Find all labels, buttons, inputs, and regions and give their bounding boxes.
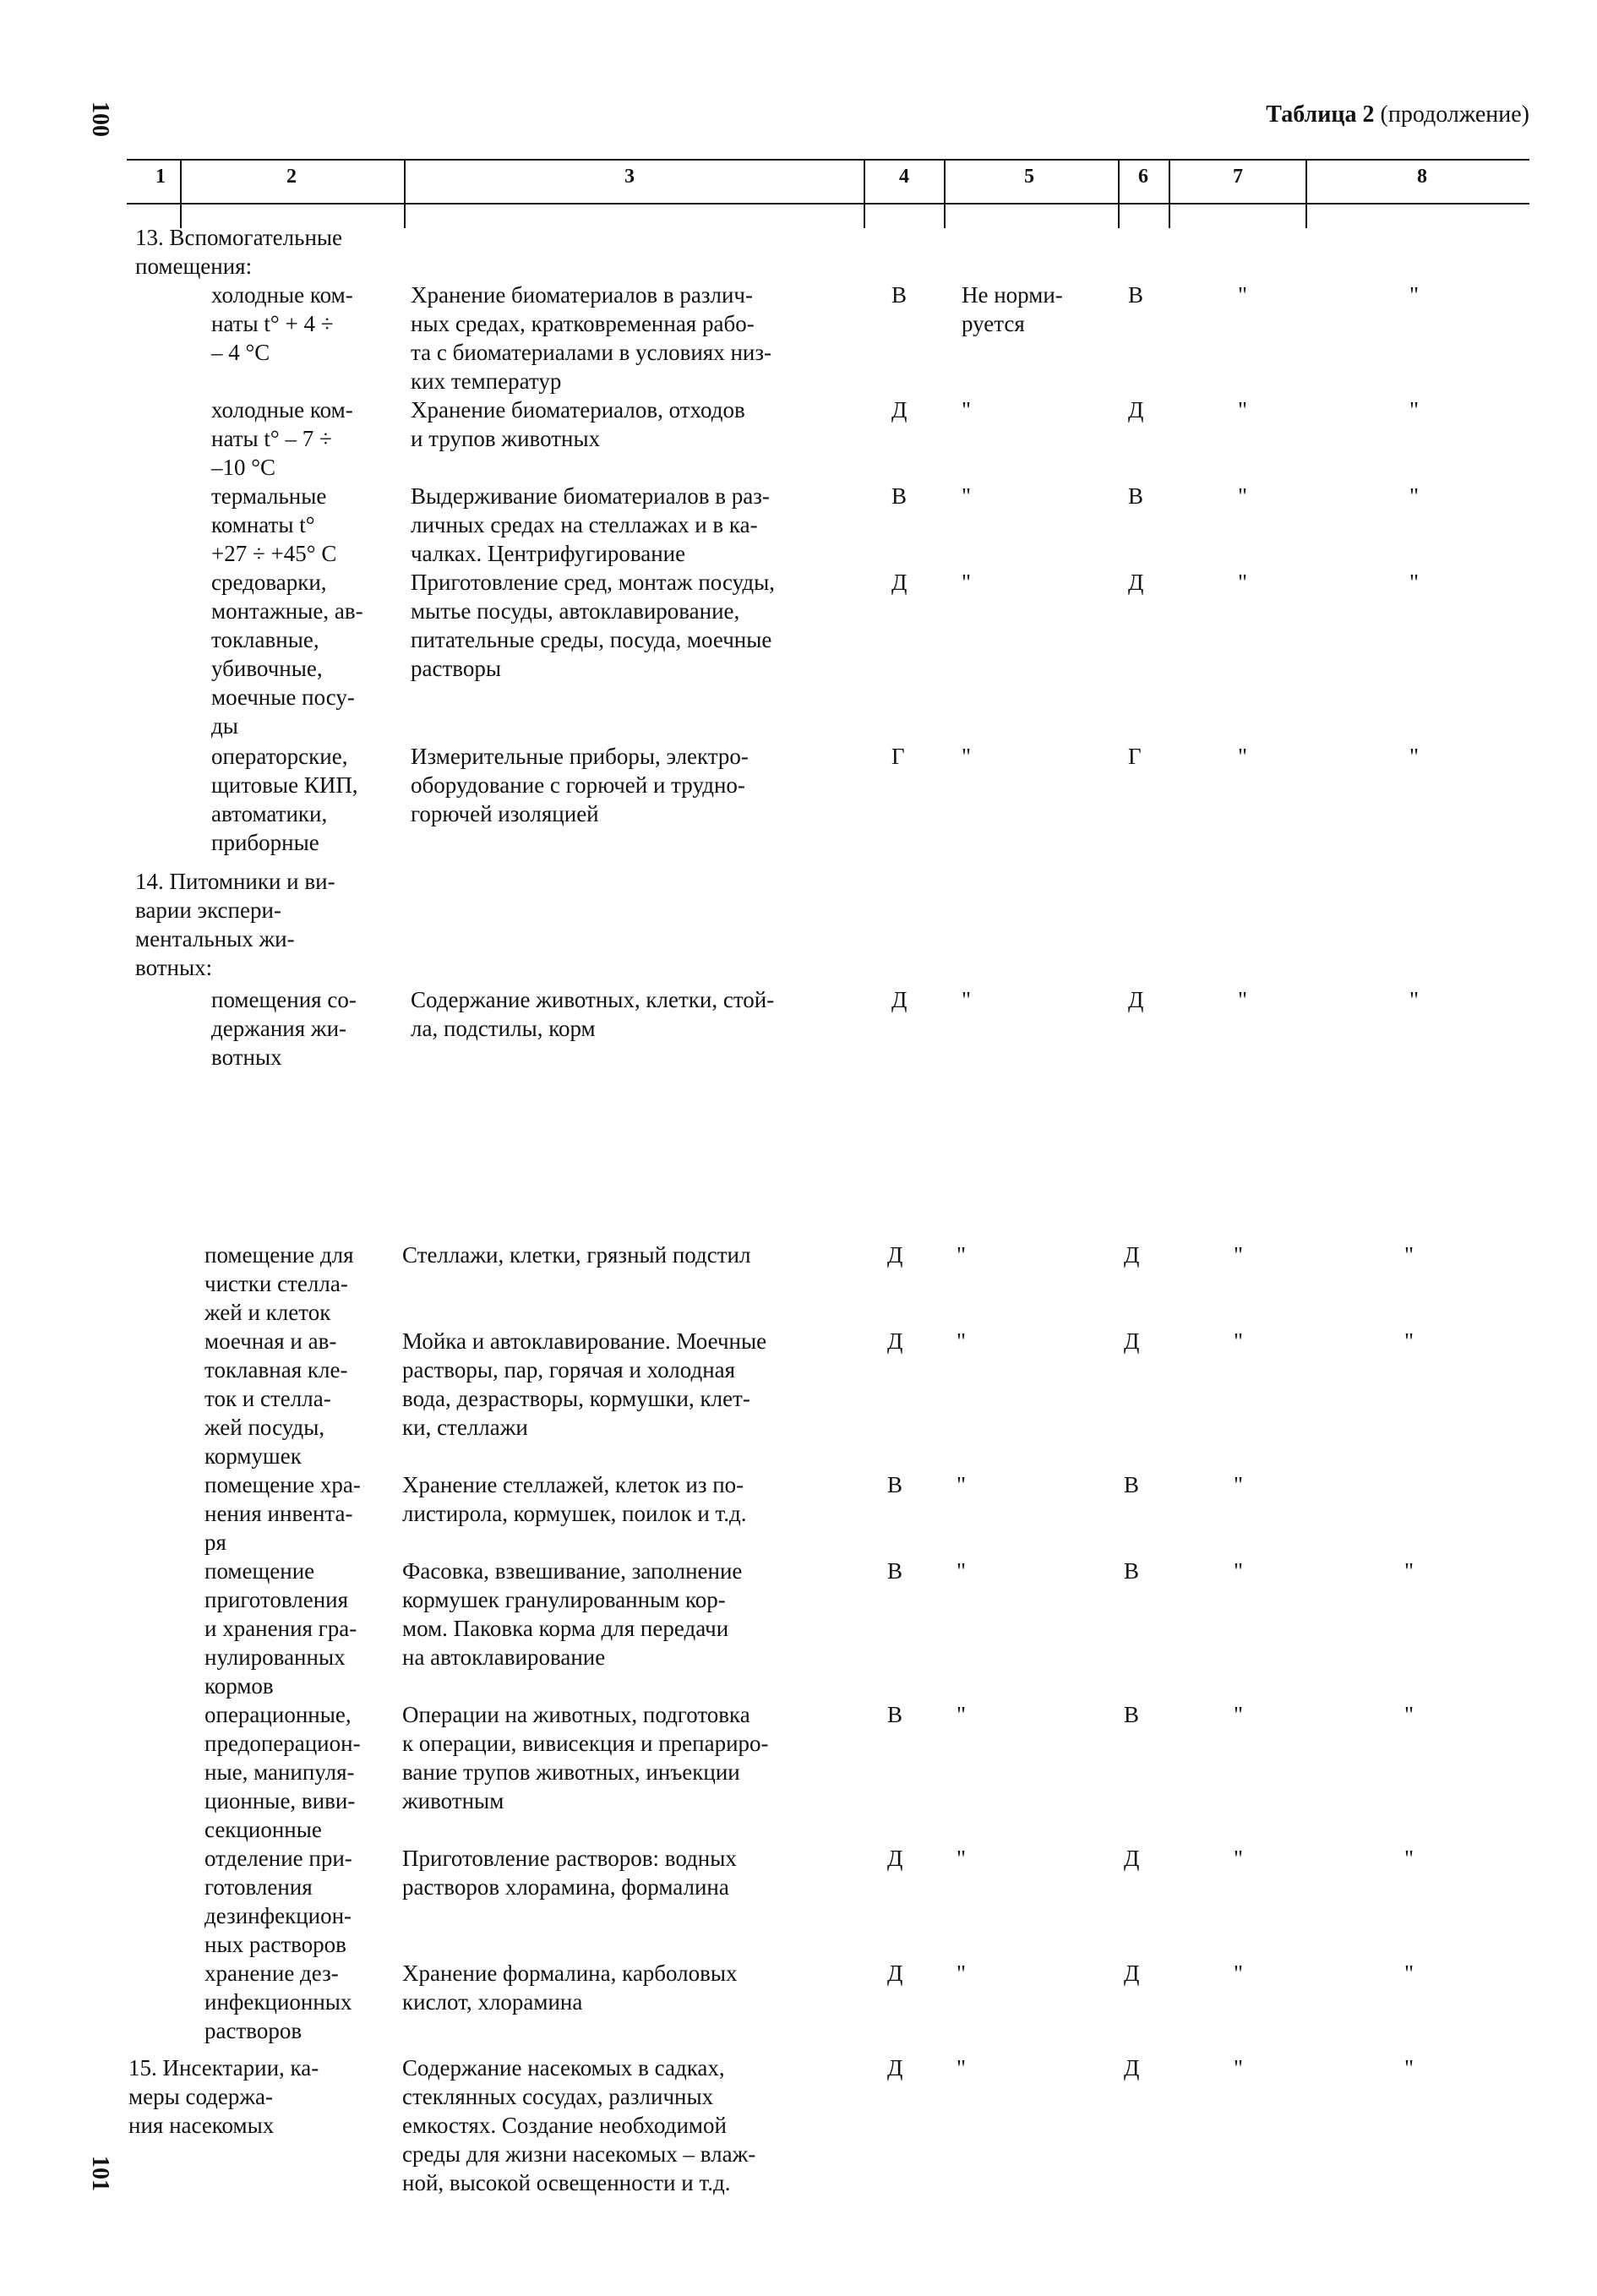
table-caption-title: Таблица 2 <box>1266 101 1375 128</box>
cell-col4: В <box>891 483 908 509</box>
cell-col7: " <box>1234 1702 1244 1727</box>
column-header-4: 4 <box>899 166 909 188</box>
room-name: помещения со- держания жи- вотных <box>211 987 357 1070</box>
room-description: Хранение биоматериалов, отходов и трупов животных <box>411 397 745 451</box>
cell-col6: В <box>1128 282 1144 308</box>
room-name: холодные ком- наты t° – 7 ÷ –10 °С <box>211 397 353 480</box>
room-name: помещение приготовления и хранения гра- нулированных кормов <box>204 1558 357 1699</box>
cell-col5: " <box>957 1846 967 1871</box>
cell-col6: Г <box>1128 744 1142 769</box>
room-description: Приготовление сред, монтаж посуды, мытье посуды, автоклавирование, питательные среды, посуда, моечные растворы <box>411 570 775 681</box>
cell-col7: " <box>1238 744 1248 769</box>
cell-col5: " <box>957 1702 967 1727</box>
room-name: операторские, щитовые КИП, автоматики, приборные <box>211 744 358 855</box>
column-divider <box>944 159 946 228</box>
cell-col5: " <box>957 2055 967 2081</box>
room-description: Стеллажи, клетки, грязный подстил <box>402 1242 751 1268</box>
cell-col4: В <box>891 282 908 308</box>
cell-col5: " <box>962 744 972 769</box>
column-header-6: 6 <box>1138 166 1148 188</box>
cell-col6: Д <box>1128 987 1144 1012</box>
cell-col8: " <box>1409 483 1420 509</box>
column-divider <box>1118 159 1120 228</box>
page-number-top: 100 <box>87 101 113 137</box>
cell-col8: " <box>1404 1242 1414 1268</box>
cell-col8: " <box>1404 1846 1414 1871</box>
table-caption <box>1266 101 1529 128</box>
room-name: хранение дез- инфекционных растворов <box>204 1961 352 2043</box>
column-header-3: 3 <box>624 166 635 188</box>
cell-col4: В <box>887 1558 903 1584</box>
cell-col5: Не норми- руется <box>962 282 1063 336</box>
cell-col7: " <box>1234 1328 1244 1354</box>
section-heading-15: 15. Инсектарии, ка- меры содержа- ния насекомых <box>128 2055 319 2138</box>
room-description: Хранение биоматериалов в различ- ных средах, кратковременная рабо- та с биоматериалами в условиях низ- ких температур <box>411 282 772 394</box>
room-name: помещение хра- нения инвента- ря <box>204 1472 361 1555</box>
room-name: моечная и ав- токлавная кле- ток и стелла- жей посуды, кормушек <box>204 1328 348 1469</box>
cell-col6: Д <box>1124 2055 1140 2081</box>
cell-col8: " <box>1404 1702 1414 1727</box>
cell-col8: " <box>1404 2055 1414 2081</box>
cell-col6: Д <box>1124 1846 1140 1871</box>
cell-col7: " <box>1238 483 1248 509</box>
cell-col6: Д <box>1124 1328 1140 1354</box>
cell-col7: " <box>1234 1472 1244 1497</box>
cell-col5: " <box>957 1472 967 1497</box>
cell-col4: Д <box>887 1328 903 1354</box>
column-header-7: 7 <box>1233 166 1243 188</box>
room-description: Выдерживание биоматериалов в раз- личных средах на стеллажах и в ка- чалках. Центрифугирование <box>411 483 770 566</box>
cell-col6: В <box>1124 1558 1140 1584</box>
column-divider <box>1169 159 1170 228</box>
cell-col4: Г <box>891 744 905 769</box>
cell-col4: В <box>887 1702 903 1727</box>
room-name: отделение при- готовления дезинфекцион- ных растворов <box>204 1846 352 1957</box>
column-divider <box>180 159 182 228</box>
cell-col8: " <box>1409 282 1420 308</box>
cell-col5: " <box>957 1961 967 1986</box>
cell-col7: " <box>1238 282 1248 308</box>
page-number-bottom: 101 <box>87 2156 113 2191</box>
cell-col5: " <box>957 1328 967 1354</box>
cell-col7: " <box>1238 987 1248 1012</box>
cell-col4: В <box>887 1472 903 1497</box>
header-bottom-rule <box>127 203 1529 205</box>
table-caption-continuation: (продолжение) <box>1374 101 1529 128</box>
cell-col4: Д <box>887 1961 903 1986</box>
room-description: Содержание животных, клетки, стой- ла, подстилы, корм <box>411 987 775 1041</box>
cell-col4: Д <box>887 1846 903 1871</box>
room-description: Хранение стеллажей, клеток из по- листирола, кормушек, поилок и т.д. <box>402 1472 747 1526</box>
cell-col6: В <box>1124 1472 1140 1497</box>
cell-col6: Д <box>1124 1242 1140 1268</box>
section-heading-14: 14. Питомники и ви- варии экспери- ментальных жи- вотных: <box>135 869 335 980</box>
cell-col6: В <box>1124 1702 1140 1727</box>
room-name: средоварки, монтажные, ав- токлавные, убивочные, моечные посу- ды <box>211 570 363 739</box>
cell-col8: " <box>1404 1961 1414 1986</box>
cell-col6: Д <box>1128 397 1144 423</box>
cell-col8: " <box>1409 744 1420 769</box>
cell-col5: " <box>962 570 972 595</box>
cell-col8: " <box>1409 397 1420 423</box>
room-name: холодные ком- наты t° + 4 ÷ – 4 °С <box>211 282 353 365</box>
section-heading-13: 13. Вспомогательные помещения: <box>135 225 343 279</box>
cell-col7: " <box>1238 570 1248 595</box>
cell-col5: " <box>962 397 972 423</box>
cell-col7: " <box>1234 1846 1244 1871</box>
cell-col7: " <box>1234 2055 1244 2081</box>
cell-col8: " <box>1409 570 1420 595</box>
room-name: помещение для чистки стелла- жей и клеток <box>204 1242 354 1325</box>
room-description: Фасовка, взвешивание, заполнение кормушек гранулированным кор- мом. Паковка корма для передачи на автоклавирование <box>402 1558 743 1670</box>
column-header-5: 5 <box>1024 166 1034 188</box>
cell-col4: Д <box>891 987 908 1012</box>
cell-col8: " <box>1409 987 1420 1012</box>
column-header-8: 8 <box>1417 166 1427 188</box>
cell-col8: " <box>1404 1328 1414 1354</box>
cell-col7: " <box>1234 1242 1244 1268</box>
cell-col6: Д <box>1128 570 1144 595</box>
cell-col8: " <box>1404 1558 1414 1584</box>
room-description: Измерительные приборы, электро- оборудование с горючей и трудно- горючей изоляцией <box>411 744 749 826</box>
cell-col4: Д <box>891 397 908 423</box>
column-divider <box>864 159 865 228</box>
cell-col4: Д <box>887 2055 903 2081</box>
cell-col4: Д <box>887 1242 903 1268</box>
cell-col5: " <box>962 483 972 509</box>
column-header-1: 1 <box>155 166 166 188</box>
column-divider <box>404 159 406 228</box>
room-description: Операции на животных, подготовка к операции, вивисекция и препариро- вание трупов животных, инъекции животным <box>402 1702 769 1813</box>
column-divider <box>1305 159 1307 228</box>
room-description: Мойка и автоклавирование. Моечные растворы, пар, горячая и холодная вода, дезрастворы, кормушки, клет- ки, стеллажи <box>402 1328 767 1440</box>
header-top-rule <box>127 159 1529 161</box>
cell-col5: " <box>957 1242 967 1268</box>
cell-col4: Д <box>891 570 908 595</box>
column-header-2: 2 <box>286 166 297 188</box>
cell-col6: В <box>1128 483 1144 509</box>
cell-col5: " <box>962 987 972 1012</box>
cell-col7: " <box>1234 1558 1244 1584</box>
cell-col5: " <box>957 1558 967 1584</box>
room-description: Приготовление растворов: водных растворов хлорамина, формалина <box>402 1846 737 1900</box>
room-name: операционные, предоперацион- ные, манипуля- ционные, виви- секционные <box>204 1702 361 1842</box>
cell-col7: " <box>1234 1961 1244 1986</box>
room-description: Хранение формалина, карболовых кислот, хлорамина <box>402 1961 738 2015</box>
cell-col7: " <box>1238 397 1248 423</box>
room-name: термальные комнаты t° +27 ÷ +45° С <box>211 483 337 566</box>
room-description: Содержание насекомых в садках, стеклянных сосудах, различных емкостях. Создание необходимой среды для жизни насекомых – влаж- ной, высокой освещенности и т.д. <box>402 2055 756 2195</box>
cell-col6: Д <box>1124 1961 1140 1986</box>
